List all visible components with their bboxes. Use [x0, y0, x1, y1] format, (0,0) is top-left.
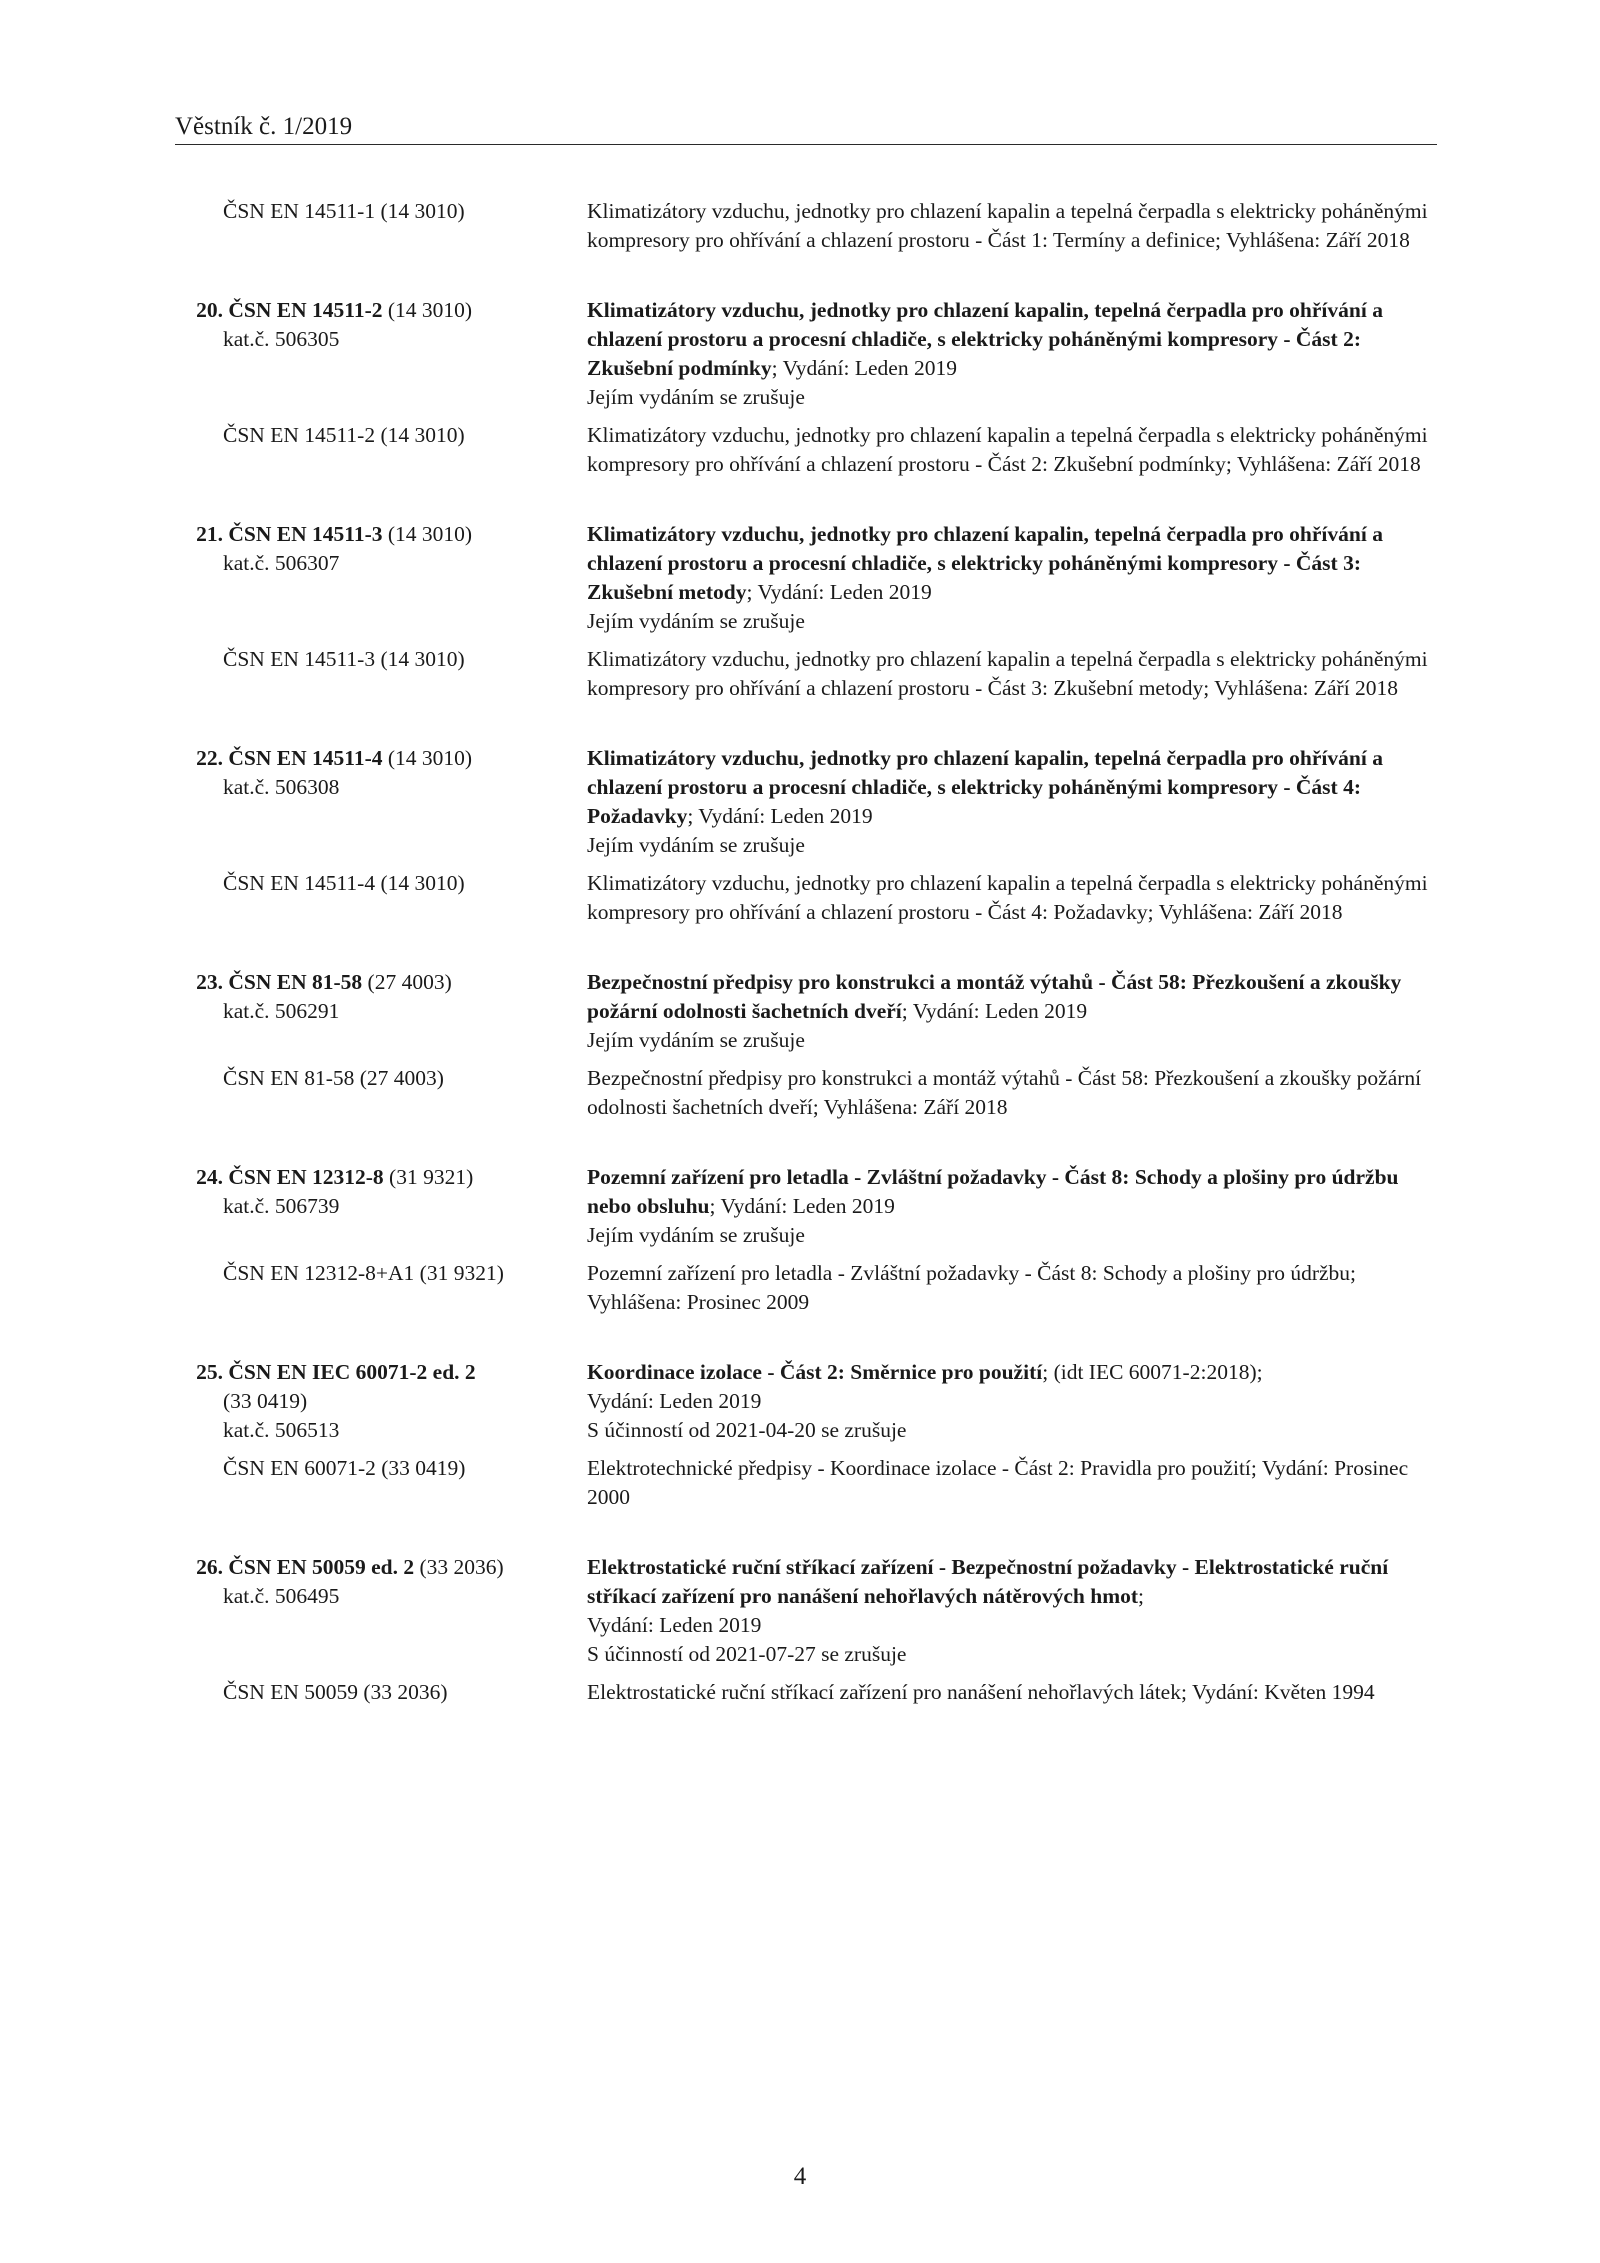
replaced-standard-code: ČSN EN 50059 (33 2036) — [223, 1680, 448, 1704]
list-item — [175, 296, 1437, 479]
new-standard-row — [175, 1163, 1437, 1250]
cancel-note: Jejím vydáním se zrušuje — [587, 833, 805, 857]
replaced-standard-desc: Pozemní zařízení pro letadla - Zvláštní požadavky - Část 8: Schody a plošiny pro údržbu; Vyhlášena: Prosinec 2009 — [587, 1261, 1357, 1314]
standard-code: ČSN EN 50059 ed. 2 — [228, 1555, 415, 1579]
standard-class: (27 4003) — [362, 970, 452, 994]
list-item — [175, 744, 1437, 927]
entry-number: 22. — [196, 746, 223, 770]
standard-title: Klimatizátory vzduchu, jednotky pro chlazení kapalin, tepelná čerpadla pro ohřívání a chlazení prostoru a procesní chladiče, s elektricky poháněnými kompresory - Část 4: Požadavky — [587, 746, 1383, 828]
replaced-standard-row — [175, 197, 1437, 255]
bulletin-title: Věstník č. 1/2019 — [175, 113, 353, 140]
list-item — [175, 968, 1437, 1122]
new-standard-row — [175, 296, 1437, 412]
standard-class: (14 3010) — [382, 746, 473, 770]
standard-class: (14 3010) — [382, 298, 473, 322]
replaced-standard-code: ČSN EN 12312-8+A1 (31 9321) — [223, 1261, 504, 1285]
list-item — [175, 1553, 1437, 1707]
issue-info: ; Vydání: Leden 2019 — [746, 580, 932, 604]
entry-number: 25. — [196, 1360, 223, 1384]
new-standard-row — [175, 520, 1437, 636]
replaced-standard-code: ČSN EN 14511-4 (14 3010) — [223, 871, 465, 895]
standard-code: ČSN EN 14511-4 — [228, 746, 383, 770]
standard-class: (31 9321) — [383, 1165, 474, 1189]
catalog-number: kat.č. 506305 — [223, 327, 340, 351]
standards-list — [175, 197, 1437, 1748]
issue-info: ; Vydání: Leden 2019 — [771, 356, 957, 380]
replaced-standard-code: ČSN EN 14511-1 (14 3010) — [223, 199, 465, 223]
replaced-standard-desc: Klimatizátory vzduchu, jednotky pro chlazení kapalin a tepelná čerpadla s elektricky poháněnými kompresory pro ohřívání a chlazení prostoru - Část 1: Termíny a definice; Vyhlášena: Září 2018 — [587, 199, 1428, 252]
list-item — [175, 520, 1437, 703]
replaced-standard-row — [175, 1064, 1437, 1122]
entry-number: 26. — [196, 1555, 223, 1579]
entry-number: 23. — [196, 970, 223, 994]
issue-info: ; Vydání: Leden 2019 — [901, 999, 1088, 1023]
standard-title: Elektrostatické ruční stříkací zařízení - Bezpečnostní požadavky - Elektrostatické ruční stříkací zařízení pro nanášení nehořlavých nátěrových hmot — [587, 1555, 1389, 1608]
issue-info: ; Vydání: Leden 2019 — [709, 1194, 895, 1218]
catalog-number: kat.č. 506291 — [223, 999, 340, 1023]
entry-number: 20. — [196, 298, 223, 322]
standard-class: (14 3010) — [382, 522, 473, 546]
standard-title: Pozemní zařízení pro letadla - Zvláštní požadavky - Část 8: Schody a plošiny pro údržbu nebo obsluhu — [587, 1165, 1399, 1218]
new-standard-row — [175, 1553, 1437, 1669]
standard-title: Bezpečnostní předpisy pro konstrukci a montáž výtahů - Část 58: Přezkoušení a zkoušky požární odolnosti šachetních dveří — [587, 970, 1402, 1023]
catalog-number: kat.č. 506307 — [223, 551, 340, 575]
cancel-note: Jejím vydáním se zrušuje — [587, 609, 805, 633]
standard-title: Klimatizátory vzduchu, jednotky pro chlazení kapalin, tepelná čerpadla pro ohřívání a chlazení prostoru a procesní chladiče, s elektricky poháněnými kompresory - Část 2: Zkušební podmínky — [587, 298, 1383, 380]
standard-title: Koordinace izolace - Část 2: Směrnice pro použití — [587, 1360, 1043, 1384]
replaced-standard-desc: Elektrostatické ruční stříkací zařízení pro nanášení nehořlavých látek; Vydání: Květen 1994 — [587, 1680, 1375, 1704]
replaced-standard-desc: Klimatizátory vzduchu, jednotky pro chlazení kapalin a tepelná čerpadla s elektricky poháněnými kompresory pro ohřívání a chlazení prostoru - Část 3: Zkušební metody; Vyhlášena: Září 2018 — [587, 647, 1428, 700]
cancel-note: S účinností od 2021-07-27 se zrušuje — [587, 1642, 907, 1666]
issue-date: Vydání: Leden 2019 — [587, 1389, 762, 1413]
replaced-standard-row — [175, 869, 1437, 927]
replaced-standard-desc: Bezpečnostní předpisy pro konstrukci a montáž výtahů - Část 58: Přezkoušení a zkoušky požární odolnosti šachetních dveří; Vyhlášena: Září 2018 — [587, 1066, 1422, 1119]
replaced-standard-code: ČSN EN 14511-3 (14 3010) — [223, 647, 465, 671]
cancel-note: S účinností od 2021-04-20 se zrušuje — [587, 1418, 907, 1442]
replaced-standard-row — [175, 421, 1437, 479]
new-standard-row — [175, 744, 1437, 860]
replaced-standard-desc: Elektrotechnické předpisy - Koordinace izolace - Část 2: Pravidla pro použití; Vydání: Prosinec 2000 — [587, 1456, 1409, 1509]
replaced-standard-row — [175, 1678, 1437, 1707]
standard-code: ČSN EN 14511-3 — [228, 522, 383, 546]
issue-info: ; — [1138, 1584, 1145, 1608]
standard-code: ČSN EN 12312-8 — [228, 1165, 384, 1189]
cancel-note: Jejím vydáním se zrušuje — [587, 1223, 805, 1247]
catalog-number: kat.č. 506513 — [223, 1418, 340, 1442]
catalog-number: kat.č. 506739 — [223, 1194, 340, 1218]
page-header — [175, 112, 1437, 145]
list-item — [175, 1163, 1437, 1317]
replaced-standard-code: ČSN EN 60071-2 (33 0419) — [223, 1456, 466, 1480]
issue-info: ; (idt IEC 60071-2:2018); — [1042, 1360, 1263, 1384]
standard-class-line: (33 0419) — [223, 1389, 308, 1413]
new-standard-row — [175, 968, 1437, 1055]
replaced-standard-row — [175, 1259, 1437, 1317]
page-number: 4 — [793, 2163, 807, 2190]
replaced-standard-row — [175, 1454, 1437, 1512]
list-item — [175, 197, 1437, 255]
catalog-number: kat.č. 506495 — [223, 1584, 340, 1608]
page-footer — [0, 2162, 1600, 2192]
standard-class: (33 2036) — [414, 1555, 504, 1579]
cancel-note: Jejím vydáním se zrušuje — [587, 1028, 805, 1052]
replaced-standard-code: ČSN EN 81-58 (27 4003) — [223, 1066, 444, 1090]
replaced-standard-desc: Klimatizátory vzduchu, jednotky pro chlazení kapalin a tepelná čerpadla s elektricky poháněnými kompresory pro ohřívání a chlazení prostoru - Část 4: Požadavky; Vyhlášena: Září 2018 — [587, 871, 1428, 924]
standard-code: ČSN EN IEC 60071-2 ed. 2 — [228, 1360, 476, 1384]
standard-code: ČSN EN 81-58 — [228, 970, 363, 994]
new-standard-row — [175, 1358, 1437, 1445]
list-item — [175, 1358, 1437, 1512]
issue-info: ; Vydání: Leden 2019 — [687, 804, 873, 828]
replaced-standard-code: ČSN EN 14511-2 (14 3010) — [223, 423, 465, 447]
cancel-note: Jejím vydáním se zrušuje — [587, 385, 805, 409]
entry-number: 21. — [196, 522, 223, 546]
replaced-standard-row — [175, 645, 1437, 703]
catalog-number: kat.č. 506308 — [223, 775, 340, 799]
entry-number: 24. — [196, 1165, 223, 1189]
issue-date: Vydání: Leden 2019 — [587, 1613, 762, 1637]
standard-title: Klimatizátory vzduchu, jednotky pro chlazení kapalin, tepelná čerpadla pro ohřívání a chlazení prostoru a procesní chladiče, s elektricky poháněnými kompresory - Část 3: Zkušební metody — [587, 522, 1383, 604]
standard-code: ČSN EN 14511-2 — [228, 298, 383, 322]
replaced-standard-desc: Klimatizátory vzduchu, jednotky pro chlazení kapalin a tepelná čerpadla s elektricky poháněnými kompresory pro ohřívání a chlazení prostoru - Část 2: Zkušební podmínky; Vyhlášena: Září 2018 — [587, 423, 1428, 476]
